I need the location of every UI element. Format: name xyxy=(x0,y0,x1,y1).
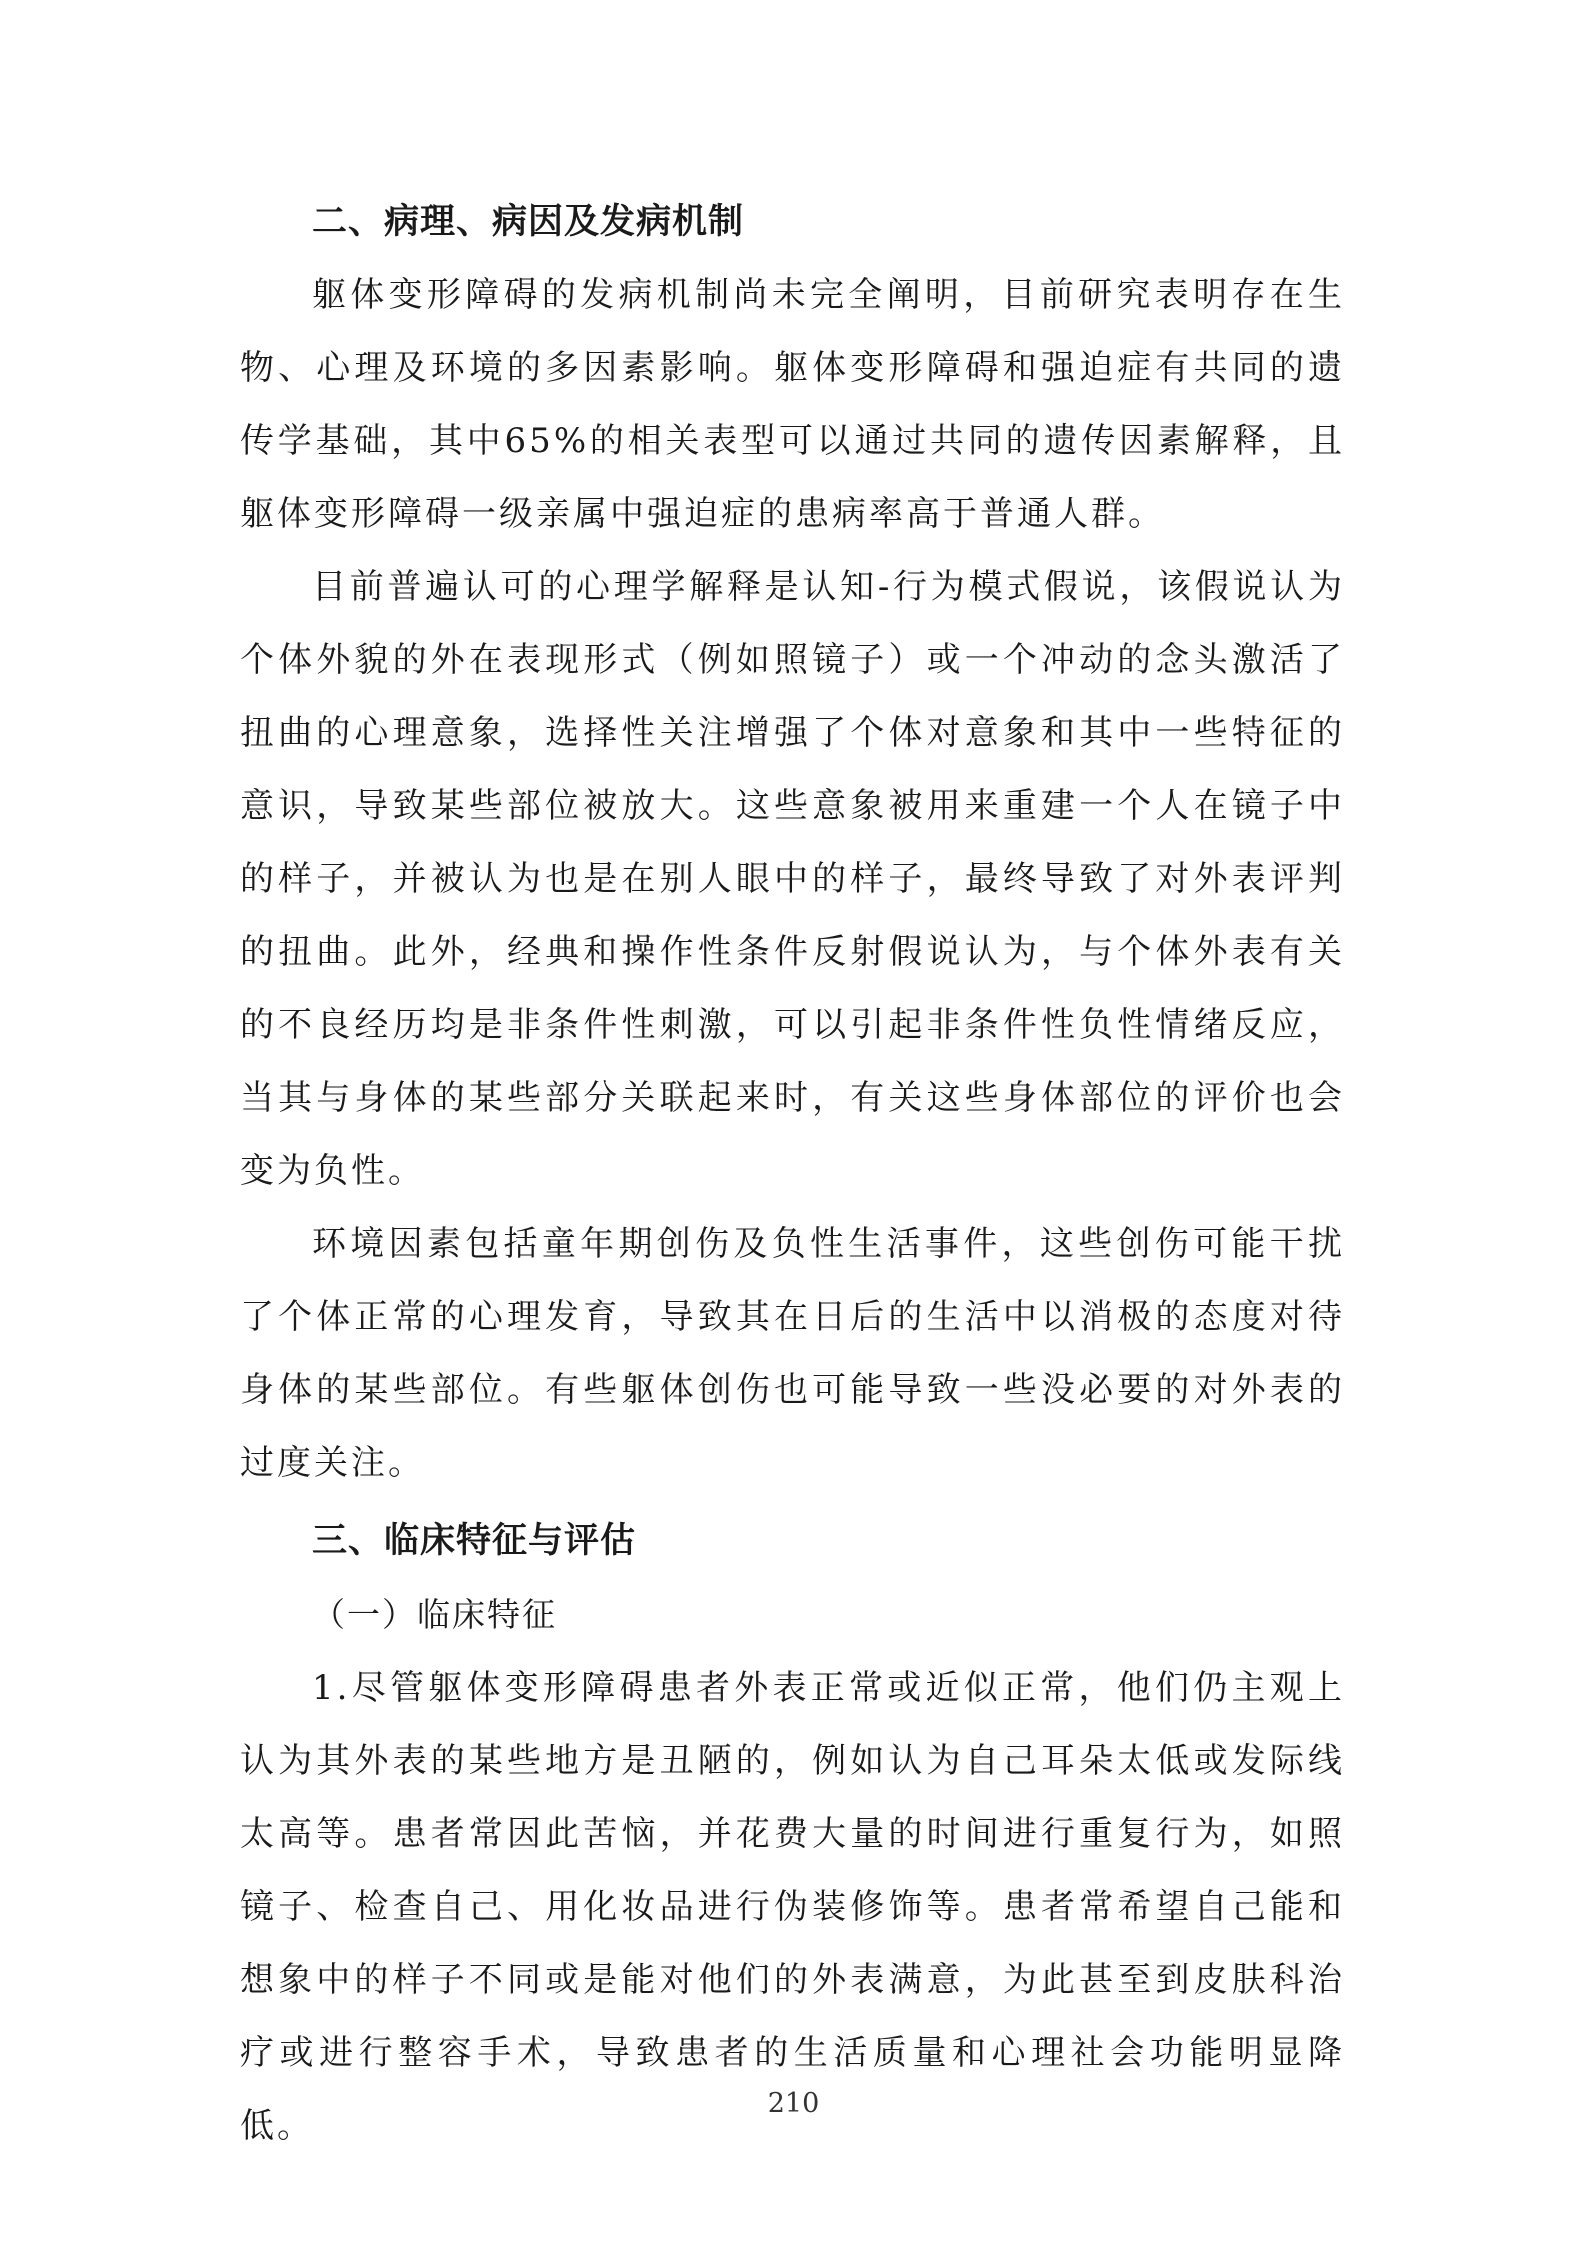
section-2-paragraph-1: 躯体变形障碍的发病机制尚未完全阐明，目前研究表明存在生物、心理及环境的多因素影响。躯体变形障碍和强迫症有共同的遗传学基础，其中65%的相关表型可以通过共同的遗传因素解释，且躯体变形障碍一级亲属中强迫症的患病率高于普通人群。 xyxy=(240,275,1345,534)
section-3-heading: 三、临床特征与评估 xyxy=(312,1521,637,1561)
page-content xyxy=(240,185,1345,2163)
section-3-paragraph-1: 1.尽管躯体变形障碍患者外表正常或近似正常，他们仍主观上认为其外表的某些地方是丑陋的，例如认为自己耳朵太低或发际线太高等。患者常因此苦恼，并花费大量的时间进行重复行为，如照镜子、检查自己、用化妆品进行伪装修饰等。患者常希望自己能和想象中的样子不同或是能对他们的外表满意，为此甚至到皮肤科治疗或进行整容手术，导致患者的生活质量和心理社会功能明显降低。 xyxy=(240,1668,1345,2146)
section-3-subheading: （一）临床特征 xyxy=(312,1595,557,1634)
page-number: 210 xyxy=(767,2088,820,2119)
section-2-paragraph-3: 环境因素包括童年期创伤及负性生活事件，这些创伤可能干扰了个体正常的心理发育，导致其在日后的生活中以消极的态度对待身体的某些部位。有些躯体创伤也可能导致一些没必要的对外表的过度关注。 xyxy=(240,1224,1345,1483)
section-2-paragraph-2: 目前普遍认可的心理学解释是认知-行为模式假说，该假说认为个体外貌的外在表现形式（例如照镜子）或一个冲动的念头激活了扭曲的心理意象，选择性关注增强了个体对意象和其中一些特征的意识，导致某些部位被放大。这些意象被用来重建一个人在镜子中的样子，并被认为也是在别人眼中的样子，最终导致了对外表评判的扭曲。此外，经典和操作性条件反射假说认为，与个体外表有关的不良经历均是非条件性刺激，可以引起非条件性负性情绪反应，当其与身体的某些部分关联起来时，有关这些身体部位的评价也会变为负性。 xyxy=(240,567,1345,1191)
section-2-heading: 二、病理、病因及发病机制 xyxy=(312,202,745,242)
